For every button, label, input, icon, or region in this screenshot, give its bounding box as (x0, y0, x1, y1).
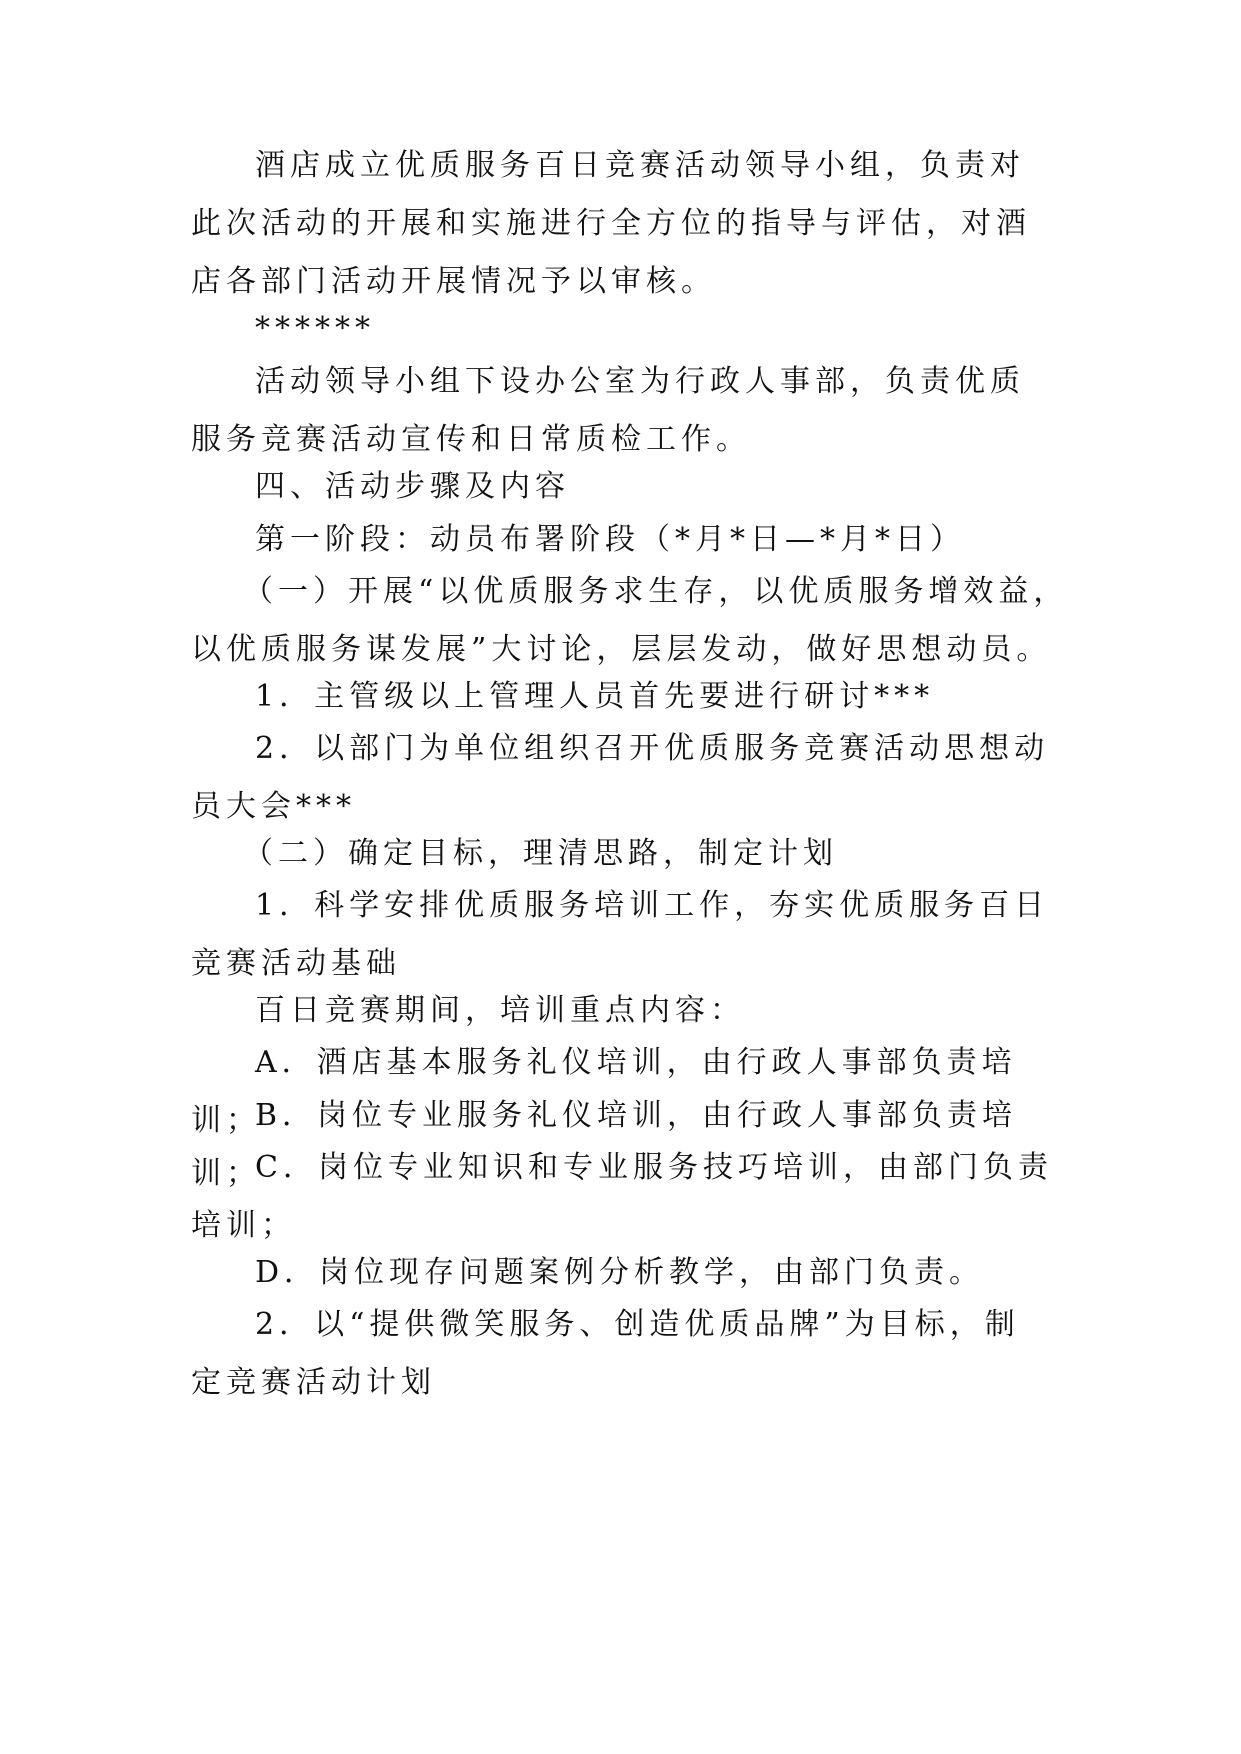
section-heading-steps: 四、活动步骤及内容 (255, 469, 570, 504)
paragraph-sub-1-1: 1．主管级以上管理人员首先要进行研讨*** (255, 679, 935, 714)
paragraph-item-one: （一）开展“以优质服务求生存，以优质服务增效益，以优质服务谋发展”大讨论，层层发动，做好思想动员。 (191, 574, 1069, 667)
paragraph-office: 活动领导小组下设办公室为行政人事部，负责优质服务竞赛活动宣传和日常质检工作。 (191, 364, 1025, 457)
paragraph-leadership-group: 酒店成立优质服务百日竞赛活动领导小组，负责对此次活动的开展和实施进行全方位的指导与评估，对酒店各部门活动开展情况予以审核。 (191, 148, 1031, 299)
paragraph-stage-one: 第一阶段：动员布署阶段（*月*日—*月*日） (255, 522, 965, 557)
paragraph-asterisks: ****** (255, 311, 375, 346)
paragraph-sub-2-1: 1．科学安排优质服务培训工作，夯实优质服务百日竞赛活动基础 (191, 888, 1050, 981)
paragraph-training-c: C．岗位专业知识和专业服务技巧培训，由部门负责培训； (191, 1150, 1053, 1243)
paragraph-training-a: A．酒店基本服务礼仪培训，由行政人事部负责培训； (191, 1045, 1017, 1138)
paragraph-sub-1-2: 2．以部门为单位组织召开优质服务竞赛活动思想动员大会*** (191, 731, 1050, 824)
paragraph-training-d: D．岗位现存问题案例分析教学，由部门负责。 (255, 1255, 985, 1290)
paragraph-training-content: 百日竞赛期间，培训重点内容： (255, 993, 745, 1028)
paragraph-item-two: （二）确定目标，理清思路，制定计划 (243, 836, 838, 871)
paragraph-sub-2-2: 2．以“提供微笑服务、创造优质品牌”为目标，制定竞赛活动计划 (191, 1307, 1020, 1400)
paragraph-training-b: B．岗位专业服务礼仪培训，由行政人事部负责培训； (191, 1098, 1018, 1191)
